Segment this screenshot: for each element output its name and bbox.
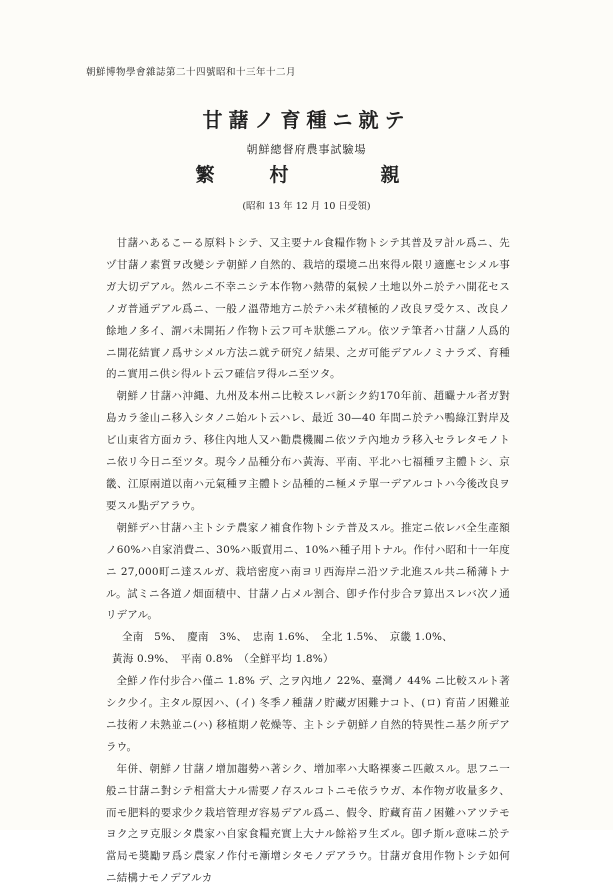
body-paragraph: 朝鮮ノ甘藷ハ沖繩、九州及本州ニ比較スレバ新シク約170年前、趙曮ナル者ガ對島カラ釜山ニ移入シタノニ始ルト云ハレ、最近 30—40 年間ニ於テハ鴨綠江對岸及ビ山東省方面カラ、移住內地人又ハ勸農機關ニ依ツテ內地カラ移入セラレタモノトニ依リ今日ニ至ツタ。現今ノ品種分布ハ黃海、平南、平北ハ七福種ヲ主體トシ、京畿、江原兩道以南ハ元氣種ヲ主體トシ品種的ニ極メテ單一デアルコトハ今後改良ヲ要スル點デアラウ。 — [106, 390, 510, 512]
received-date: (昭和 13 年 12 月 10 日受領) — [242, 201, 371, 212]
ratio-table-line: 全南 5%、 慶南 3%、 忠南 1.6%、 全北 1.5%、 京畿 1.0%、 — [122, 631, 453, 644]
author-affiliation: 朝鮮總督府農事試驗場 — [246, 143, 367, 156]
article-title: 甘藷ノ育種ニ就テ — [202, 108, 411, 132]
body-paragraph: 甘藷ハあるこーる原料トシテ、又主要ナル食糧作物トシテ其普及ヲ計ル爲ニ、先ヅ甘藷ノ素質ヲ改變シテ朝鮮ノ自然的、栽培的環境ニ出來得ル限リ適應セシメル事ガ大切デアル。然ルニ不幸ニシテ本作物ハ熱帶的氣候ノ土地以外ニ於テハ開花セスノガ普通デアル爲ニ、一般ノ溫帶地方ニ於テハ未ダ積極的ノ改良ヲ受ケス、改良ノ餘地ノ多イ、謂バ未開拓ノ作物ト云フ可キ狀態ニアル。依ツテ筆者ハ甘藷ノ人爲的ニ開花結實ノ爲サシメル方法ニ就テ研究ノ結果、之ガ可能デアルノミナラズ、育種的ニ實用ニ供シ得ルト云フ確信ヲ得ルニ至ツタ。 — [106, 237, 510, 381]
running-head: 朝鮮博物學會雜誌第二十四號昭和十三年十二月 — [86, 67, 297, 78]
body-paragraph: 年併、朝鮮ノ甘藷ノ增加趨勢ハ著シク、增加率ハ大略裸麥ニ匹敵スル。思フニ一般ニ甘藷ニ對シテ相當大ナル需要ノ存スルコトニモ依ラウガ、本作物ガ收量多ク、而モ肥料的要求少ク栽培管理ガ容易デアル爲ニ、假令、貯藏育苗ノ困難ハアツテモヨク之ヲ克服シタ農家ハ自家食糧充實上大ナル餘裕ヲ生ズル。卽チ斯ル意味ニ於テ當局モ奬勵ヲ爲シ農家ノ作付モ漸增シタモノデアラウ。甘藷ガ食用作物トシテ如何ニ結構ナモノデアルカ — [106, 762, 510, 885]
author-name: 繁 村 親 — [195, 164, 418, 186]
ratio-table-line: 黃海 0.9%、 平南 0.8% （全鮮平均 1.8%） — [112, 653, 334, 666]
article-body — [106, 233, 510, 890]
body-paragraph: 全鮮ノ作付步合ハ僅ニ 1.8% デ、之ヲ內地ノ 22%、臺灣ノ 44% ニ比較スルト著シク少イ。主タル原因ハ、(イ) 冬季ノ種藷ノ貯藏ガ困難ナコト、(ロ) 育苗ノ困難並ニ技術ノ未熟並ニ(ハ) 移植期ノ乾燥等、主トシテ朝鮮ノ自然的特異性ニ基ク所デアラウ。 — [106, 675, 510, 753]
body-paragraph: 朝鮮デハ甘藷ハ主トシテ農家ノ補食作物トシテ普及スル。推定ニ依レバ全生產額ノ60%ハ自家消費ニ、30%ハ販賣用ニ、10%ハ種子用トナル。作付ハ昭和十一年度ニ 27,000町ニ達スルガ、栽培密度ハ南ヨリ西海岸ニ沿ツテ北進スル共ニ稀薄トナル。試ミニ各道ノ畑面積中、甘藷ノ占メル割合、卽チ作付步合ヲ算出スレバ次ノ通リデアル。 — [106, 521, 510, 622]
